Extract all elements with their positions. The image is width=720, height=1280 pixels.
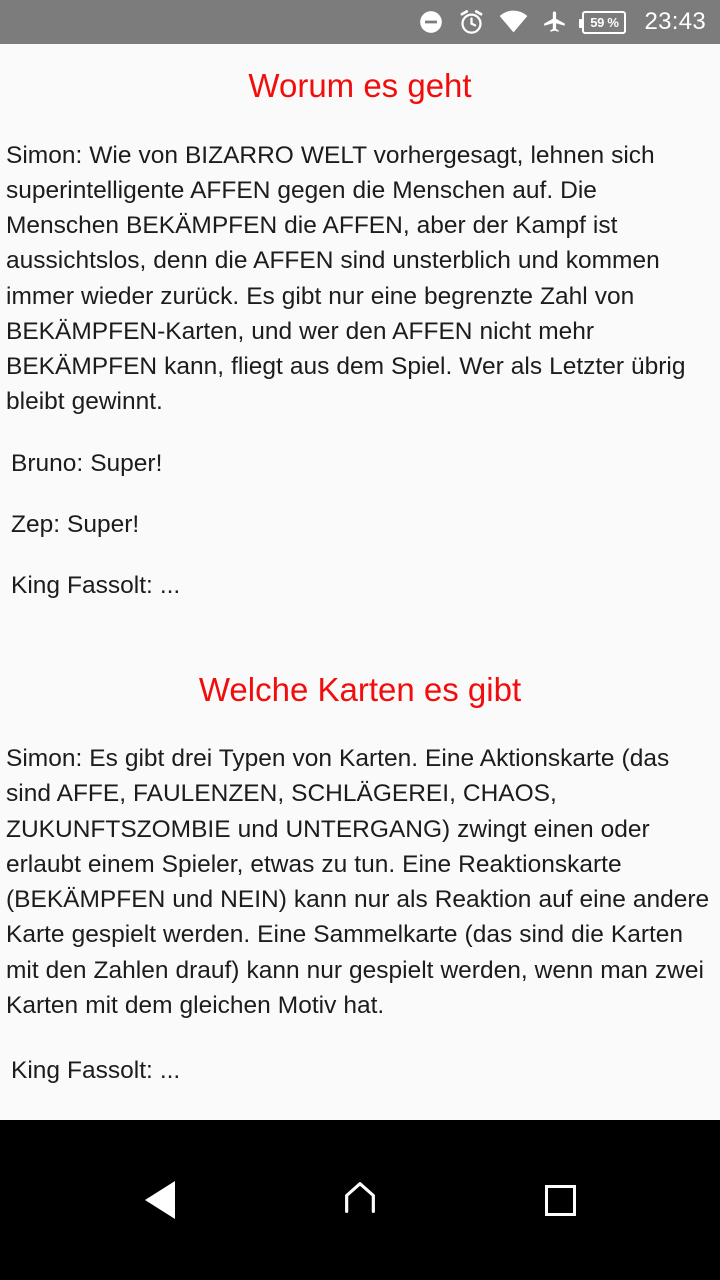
do-not-disturb-icon [418, 9, 444, 35]
battery-icon [582, 11, 626, 34]
back-triangle-icon [145, 1181, 175, 1219]
status-bar [0, 0, 720, 44]
back-button[interactable] [125, 1165, 195, 1235]
paragraph-simon-karten: Simon: Es gibt drei Typen von Karten. Eine Aktionskarte (das sind AFFE, FAULENZEN, SCHLÄGEREI, CHAOS, ZUKUNFTSZOMBIE und UNTERGANG) zwingt einen oder erlaubt einem Spieler, etwas zu tun. Eine Reaktionskarte (BEKÄMPFEN und NEIN) kann nur als Reaktion auf eine andere Karte gespielt werden. Eine Sammelkarte (das sind die Karten mit den Zahlen drauf) kann nur gespielt werden, wenn man zwei Karten mit dem gleichen Motiv hat. [6, 745, 710, 1019]
paragraph-king-fassolt-1: King Fassolt: ... [11, 572, 181, 600]
paragraph-bruno-super: Bruno: Super! [11, 449, 163, 477]
navigation-bar [0, 1120, 720, 1280]
paragraph-zep-super: Zep: Super! [11, 510, 140, 538]
paragraph-king-fassolt-2: King Fassolt: ... [11, 1057, 181, 1085]
section-heading-worum-es-geht: Worum es geht [248, 67, 472, 104]
recents-square-icon [545, 1185, 576, 1216]
recents-button[interactable] [525, 1165, 595, 1235]
paragraph-simon-intro: Simon: Wie von BIZARRO WELT vorhergesagt, lehnen sich superintelligente AFFEN gegen die Menschen auf. Die Menschen BEKÄMPFEN die AFFEN, aber der Kampf ist aussichtslos, denn die AFFEN sind unsterblich und kommen immer wieder zurück. Es gibt nur eine begrenzte Zahl von BEKÄMPFEN-Karten, und wer den AFFEN nicht mehr BEKÄMPFEN kann, fliegt aus dem Spiel. Wer als Letzter übrig bleibt gewinnt. [6, 141, 686, 416]
wifi-icon [499, 10, 528, 34]
status-bar-icons [418, 8, 706, 36]
article-content[interactable] [0, 44, 720, 1120]
alarm-icon [458, 9, 485, 36]
airplane-mode-icon [542, 9, 568, 35]
battery-level-label: 59 % [590, 14, 619, 30]
home-button[interactable] [325, 1165, 395, 1235]
section-heading-welche-karten-es-gibt: Welche Karten es gibt [198, 670, 522, 708]
status-bar-clock: 23:43 [644, 8, 706, 35]
home-icon [340, 1178, 380, 1223]
